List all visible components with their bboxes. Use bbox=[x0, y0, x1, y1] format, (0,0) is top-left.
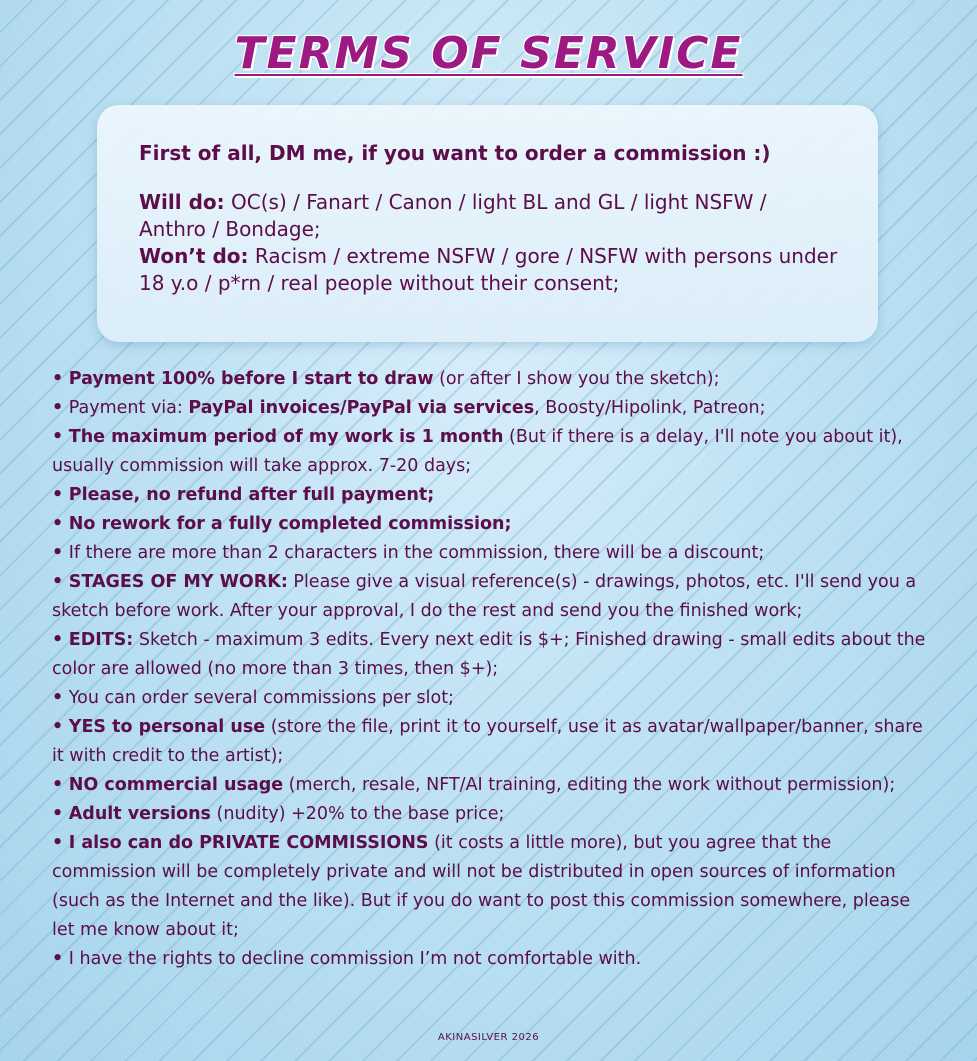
rule-pre: If there are more than 2 characters in the commission, there will be a discount; bbox=[68, 543, 765, 563]
intro-card bbox=[97, 105, 878, 342]
rule-item bbox=[52, 568, 932, 626]
rule-pre: Payment via: bbox=[68, 398, 189, 418]
bullet: • bbox=[52, 804, 64, 824]
rule-pre: You can order several commissions per slot; bbox=[68, 688, 455, 708]
rule-item bbox=[52, 481, 932, 510]
rule-text: Sketch - maximum 3 edits. Every next edit is $+; Finished drawing - small edits about the color are allowed (no more than 3 times, then $+); bbox=[52, 630, 926, 679]
rule-item bbox=[52, 423, 932, 481]
rule-text: (merch, resale, NFT/AI training, editing the work without permission); bbox=[283, 775, 896, 795]
rule-item bbox=[52, 684, 932, 713]
bullet: • bbox=[52, 369, 64, 389]
bullet: • bbox=[52, 485, 64, 505]
rule-item bbox=[52, 394, 932, 423]
rule-text: Please give a visual reference(s) - drawings, photos, etc. I'll send you a sketch before work. After your approval, I do the rest and send you the finished work; bbox=[52, 572, 917, 621]
bullet: • bbox=[52, 775, 64, 795]
rule-bold: The maximum period of my work is 1 month bbox=[68, 427, 504, 447]
intro-text: First of all, DM me, if you want to order a commission :) bbox=[139, 141, 771, 165]
bullet: • bbox=[52, 543, 64, 563]
rule-item bbox=[52, 713, 932, 771]
rule-bold: Please, no refund after full payment; bbox=[68, 485, 435, 505]
rule-bold: YES to personal use bbox=[68, 717, 266, 737]
bullet: • bbox=[52, 833, 64, 853]
rule-text: (it costs a little more), but you agree that the commission will be completely private and will not be distributed in open sources of information (such as the Internet and the like). But if you do want to post this commission somewhere, please let me know about it; bbox=[52, 833, 911, 940]
footer-credit: AKINASILVER 2026 bbox=[437, 1032, 540, 1043]
rule-bold: PayPal invoices/PayPal via services bbox=[188, 398, 535, 418]
rule-item bbox=[52, 365, 932, 394]
wont-do-label: Won’t do: bbox=[139, 244, 249, 268]
bullet: • bbox=[52, 427, 64, 447]
bullet: • bbox=[52, 688, 64, 708]
rule-bold: No rework for a fully completed commission; bbox=[68, 514, 512, 534]
will-do-text: OC(s) / Fanart / Canon / light BL and GL / light NSFW / Anthro / Bondage; bbox=[139, 190, 767, 241]
title-text: TERMS OF SERVICE bbox=[234, 28, 743, 79]
rule-bold: EDITS: bbox=[68, 630, 134, 650]
rule-pre: I have the rights to decline commission I’m not comfortable with. bbox=[68, 949, 642, 969]
rule-text: (store the file, print it to yourself, use it as avatar/wallpaper/banner, share it with credit to the artist); bbox=[52, 717, 923, 766]
rule-bold: I also can do PRIVATE COMMISSIONS bbox=[68, 833, 429, 853]
will-do-label: Will do: bbox=[139, 190, 225, 214]
bullet: • bbox=[52, 514, 64, 534]
rule-item bbox=[52, 771, 932, 800]
will-do-line bbox=[139, 189, 838, 243]
wont-do-line bbox=[139, 243, 838, 297]
rule-item bbox=[52, 539, 932, 568]
bullet: • bbox=[52, 630, 64, 650]
page-title bbox=[0, 28, 977, 80]
rule-bold: Payment 100% before I start to draw bbox=[68, 369, 434, 389]
rule-item bbox=[52, 829, 932, 945]
bullet: • bbox=[52, 572, 64, 592]
wont-do-text: Racism / extreme NSFW / gore / NSFW with persons under 18 y.o / p*rn / real people without their consent; bbox=[139, 244, 838, 295]
rule-bold: STAGES OF MY WORK: bbox=[68, 572, 288, 592]
rule-item bbox=[52, 945, 932, 974]
rule-item bbox=[52, 626, 932, 684]
rule-bold: NO commercial usage bbox=[68, 775, 284, 795]
rule-text: (nudity) +20% to the base price; bbox=[210, 804, 505, 824]
bullet: • bbox=[52, 398, 64, 418]
bullet: • bbox=[52, 717, 64, 737]
bullet: • bbox=[52, 949, 64, 969]
rule-item bbox=[52, 800, 932, 829]
rules-list bbox=[52, 365, 932, 974]
rule-text: (But if there is a delay, I'll note you about it), usually commission will take approx. 7-20 days; bbox=[52, 427, 903, 476]
rule-bold: Adult versions bbox=[68, 804, 211, 824]
rule-text: , Boosty/Hipolink, Patreon; bbox=[534, 398, 766, 418]
rule-item bbox=[52, 510, 932, 539]
rule-text: (or after I show you the sketch); bbox=[433, 369, 720, 389]
